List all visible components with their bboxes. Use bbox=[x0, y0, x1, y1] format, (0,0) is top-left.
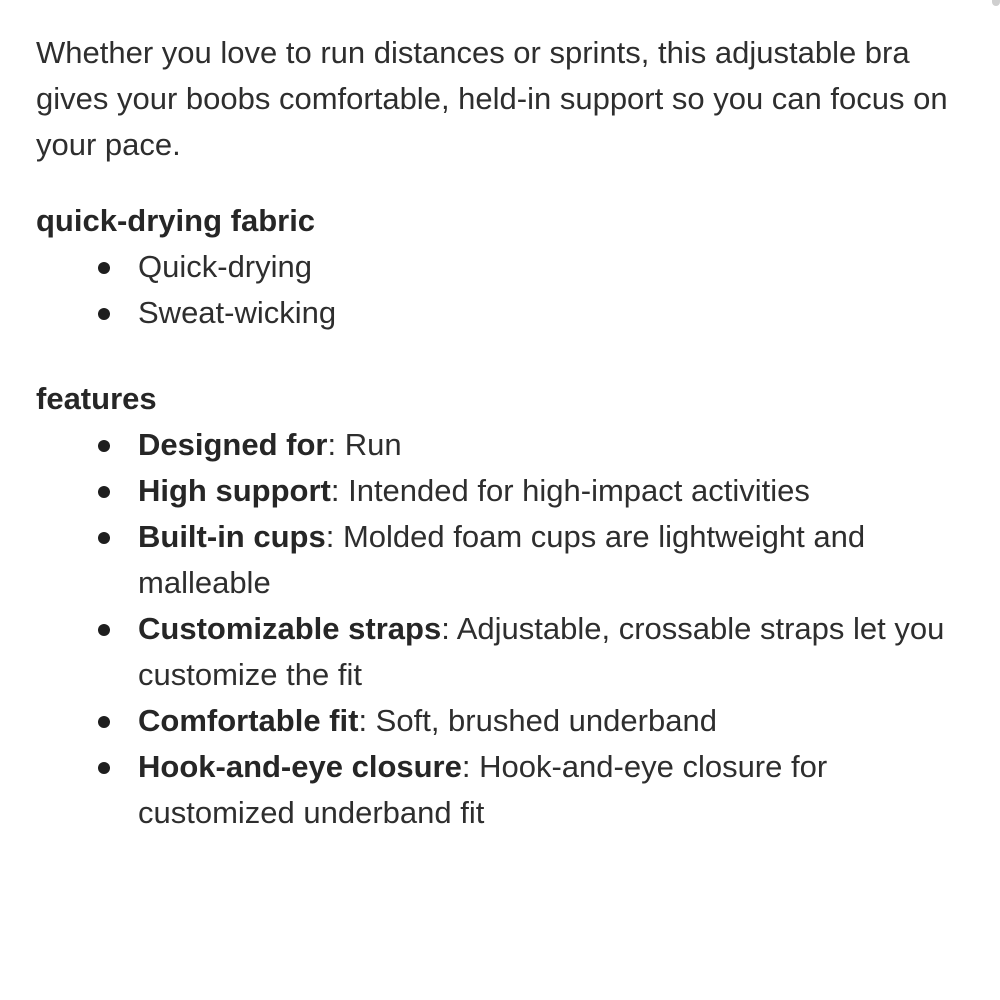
feature-term: Comfortable fit bbox=[138, 703, 359, 738]
feature-term: Designed for bbox=[138, 427, 328, 462]
feature-text: Adjustable, crossable straps let you customize the fit bbox=[138, 611, 945, 692]
feature-term: Customizable straps bbox=[138, 611, 442, 646]
feature-term: High support bbox=[138, 473, 331, 508]
list-item bbox=[138, 514, 966, 606]
list-item bbox=[138, 606, 966, 698]
feature-separator: : bbox=[330, 473, 349, 508]
feature-separator: : bbox=[461, 749, 480, 784]
list-item bbox=[138, 698, 966, 744]
features-heading: features bbox=[36, 381, 157, 416]
fabric-heading: quick-drying fabric bbox=[36, 203, 316, 238]
list-item: Quick-drying bbox=[138, 244, 966, 290]
features-list bbox=[36, 422, 966, 836]
list-item bbox=[138, 744, 966, 836]
fabric-list bbox=[36, 244, 966, 336]
intro-paragraph: Whether you love to run distances or sprints, this adjustable bra gives your boobs comfortable, held-in support so you can focus on your pace. bbox=[36, 35, 948, 162]
feature-term: Hook-and-eye closure bbox=[138, 749, 462, 784]
feature-separator: : bbox=[325, 519, 343, 554]
feature-text: Intended for high-impact activities bbox=[348, 473, 810, 508]
feature-term: Built-in cups bbox=[138, 519, 326, 554]
product-description bbox=[36, 30, 966, 836]
scrollbar-thumb[interactable] bbox=[992, 0, 1000, 6]
feature-text: Soft, brushed underband bbox=[375, 703, 717, 738]
feature-text: Molded foam cups are lightweight and malleable bbox=[138, 519, 866, 600]
feature-separator: : bbox=[441, 611, 457, 646]
list-item bbox=[138, 422, 966, 468]
feature-separator: : bbox=[327, 427, 345, 462]
feature-text: Hook-and-eye closure for customized underband fit bbox=[138, 749, 828, 830]
list-item bbox=[138, 468, 966, 514]
list-item: Sweat-wicking bbox=[138, 290, 966, 336]
feature-separator: : bbox=[358, 703, 376, 738]
feature-text: Run bbox=[344, 427, 402, 462]
